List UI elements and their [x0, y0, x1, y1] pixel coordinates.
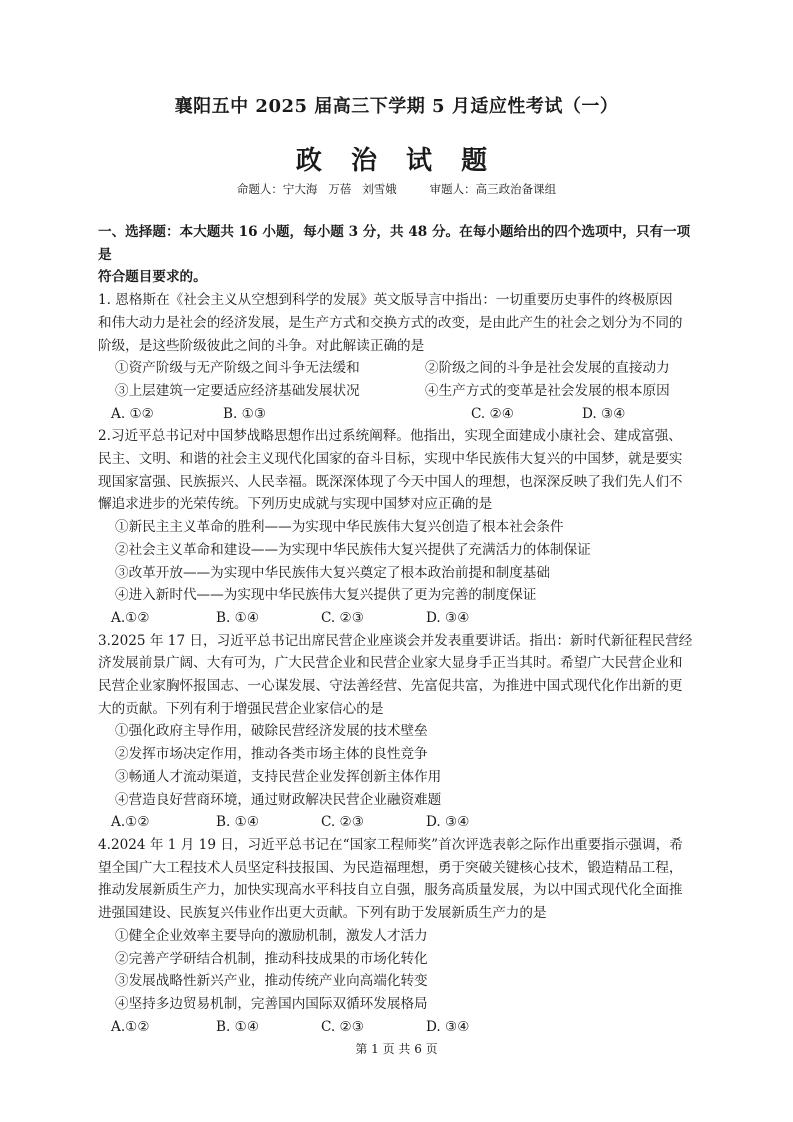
page-number: 第 1 页 共 6 页 [355, 1042, 438, 1056]
question-1 [98, 289, 698, 425]
answer-choices [98, 811, 698, 834]
choice-a: A.①② [111, 1018, 150, 1035]
question-text-line: 1. 恩格斯在《社会主义从空想到科学的发展》英文版导言中指出：一切重要历史事件的终极原因 [98, 292, 673, 309]
option-1: ①新民主主义革命的胜利——为实现中华民族伟大复兴创造了根本社会条件 [115, 519, 564, 536]
choice-d: D. ③④ [426, 814, 470, 831]
option-1: ①资产阶级与无产阶级之间斗争无法缓和 [115, 360, 360, 377]
question-4 [98, 834, 698, 1038]
choice-b: B. ①④ [216, 814, 260, 831]
choice-b: B. ①④ [216, 609, 260, 626]
authors-line: 命题人：宁大海 万蓓 刘雪娥 审题人：高三政治备课组 [236, 182, 557, 196]
question-text-line: 推动发展新质生产力，加快实现高水平科技自立自强，服务高质量发展，为以中国式现代化全面推 [98, 882, 683, 899]
exam-content [98, 221, 698, 1038]
question-2 [98, 425, 698, 629]
question-text-line: 民主、文明、和谐的社会主义现代化国家的奋斗目标，实现中华民族伟大复兴的中国梦，就是要实 [98, 451, 683, 468]
question-3 [98, 630, 698, 834]
question-text-line: 4.2024 年 1 月 19 日，习近平总书记在“国家工程师奖”首次评选表彰之际作出重要指示强调，希 [98, 836, 683, 853]
question-text-line: 进强国建设、民族复兴伟业作出更大贡献。下列有助于发展新质生产力的是 [98, 905, 547, 922]
subject-title: 政 治 试 题 [295, 146, 498, 176]
option-2: ②完善产学研结合机制，推动科技成果的市场化转化 [115, 950, 428, 967]
choice-b: B. ①④ [216, 1018, 260, 1035]
answer-choices [98, 1016, 698, 1039]
option-3: ③发展战略性新兴产业，推动传统产业向高端化转变 [115, 973, 428, 990]
option-2: ②阶级之间的斗争是社会发展的直接动力 [425, 360, 670, 377]
option-2: ②社会主义革命和建设——为实现中华民族伟大复兴提供了充满活力的体制保证 [115, 541, 591, 558]
option-4: ④生产方式的变革是社会发展的根本原因 [425, 382, 670, 399]
choice-c: C. ②③ [321, 814, 364, 831]
option-3: ③畅通人才流动渠道，支持民营企业发挥创新主体作用 [115, 768, 442, 785]
option-4: ④营造良好营商环境，通过财政解决民营企业融资难题 [115, 791, 442, 808]
section-heading-cont: 符合题目要求的。 [98, 269, 207, 286]
choice-c: C. ②③ [321, 609, 364, 626]
question-text-line: 大的贡献。下列有利于增强民营企业家信心的是 [98, 700, 384, 717]
option-3: ③上层建筑一定要适应经济基础发展状况 [115, 382, 360, 399]
option-1: ①强化政府主导作用，破除民营经济发展的技术壁垒 [115, 723, 428, 740]
choice-a: A.①② [111, 814, 150, 831]
question-text-line: 3.2025 年 17 日，习近平总书记出席民营企业座谈会并发表重要讲话。指出：新时代新征程民营经 [98, 632, 693, 649]
question-text-line: 懈追求进步的光荣传统。下列历史成就与实现中国梦对应正确的是 [98, 496, 493, 513]
answer-choices [98, 403, 698, 426]
choice-d: D. ③④ [582, 405, 626, 422]
option-1: ①健全企业效率主要导向的激励机制，激发人才活力 [115, 927, 428, 944]
option-row [98, 380, 698, 403]
option-3: ③改革开放——为实现中华民族伟大复兴奠定了根本政治前提和制度基础 [115, 564, 550, 581]
question-text-line: 2.习近平总书记对中国梦战略思想作出过系统阐释。他指出，实现全面建成小康社会、建成富强、 [98, 428, 682, 445]
choice-a: A. ①② [111, 405, 154, 422]
choice-d: D. ③④ [426, 609, 470, 626]
question-text-line: 济发展前景广阔、大有可为，广大民营企业和民营企业家大显身手正当其时。希望广大民营企业和 [98, 655, 683, 672]
option-4: ④进入新时代——为实现中华民族伟大复兴提供了更为完善的制度保证 [115, 587, 537, 604]
choice-d: D. ③④ [426, 1018, 470, 1035]
choice-a: A.①② [111, 609, 150, 626]
option-2: ②发挥市场决定作用，推动各类市场主体的良性竞争 [115, 746, 428, 763]
question-text-line: 现国家富强、民族振兴、人民幸福。既深深体现了今天中国人的理想，也深深反映了我们先人们不 [98, 473, 683, 490]
option-row [98, 357, 698, 380]
exam-title: 襄阳五中 2025 届高三下学期 5 月适应性考试（一） [174, 96, 619, 117]
question-text-line: 民营企业家胸怀报国志、一心谋发展、守法善经营、先富促共富，为推进中国式现代化作出新的更 [98, 678, 683, 695]
option-4: ④坚持多边贸易机制，完善国内国际双循环发展格局 [115, 995, 428, 1012]
question-text-line: 和伟大动力是社会的经济发展，是生产方式和交换方式的改变，是由此产生的社会之划分为不同的 [98, 314, 683, 331]
choice-c: C. ②④ [471, 405, 514, 422]
section-heading: 一、选择题：本大题共 16 小题，每小题 3 分，共 48 分。在每小题给出的四个选项中，只有一项是 [98, 224, 691, 263]
question-text-line: 阶级，是这些阶级彼此之间的斗争。对此解读正确的是 [98, 337, 425, 354]
choice-b: B. ①③ [223, 405, 267, 422]
choice-c: C. ②③ [321, 1018, 364, 1035]
question-text-line: 望全国广大工程技术人员坚定科技报国、为民造福理想，勇于突破关键核心技术，锻造精品工程， [98, 859, 683, 876]
answer-choices [98, 607, 698, 630]
